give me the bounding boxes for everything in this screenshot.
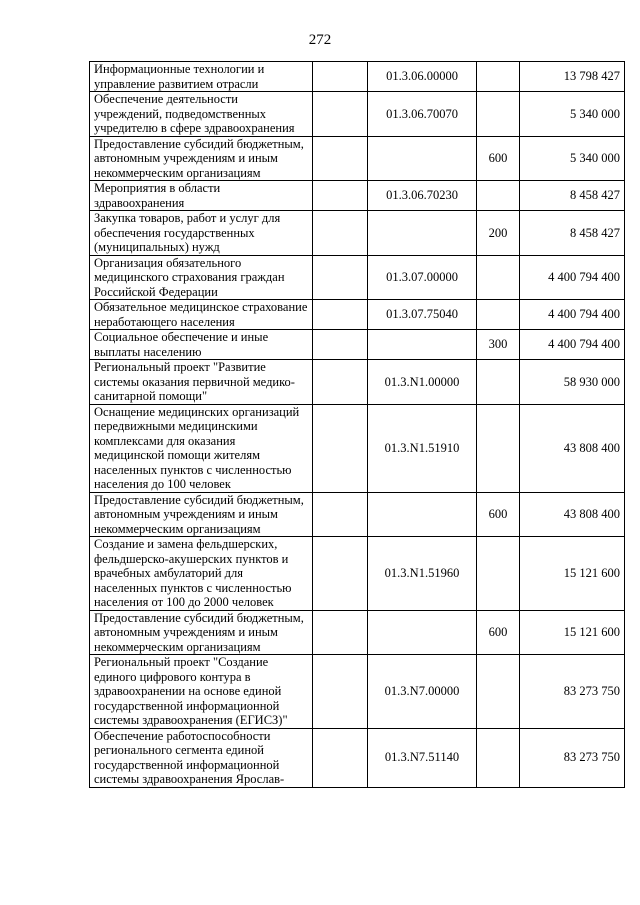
budget-table xyxy=(89,61,625,788)
row-empty-cell xyxy=(313,92,368,137)
budget-table-body xyxy=(90,62,625,788)
row-empty-cell xyxy=(313,404,368,492)
row-code-cell: 01.3.06.70070 xyxy=(368,92,477,137)
row-amount-cell: 4 400 794 400 xyxy=(520,300,625,330)
row-expense-type-cell xyxy=(477,655,520,729)
row-amount-cell: 8 458 427 xyxy=(520,181,625,211)
row-expense-type-cell: 300 xyxy=(477,330,520,360)
row-name-cell: Обязательное медицинское страхование неработающего населения xyxy=(90,300,313,330)
row-name-cell: Предоставление субсидий бюджетным, автономным учреждениям и иным некоммерческим организациям xyxy=(90,610,313,655)
row-expense-type-cell xyxy=(477,181,520,211)
row-amount-cell: 8 458 427 xyxy=(520,211,625,256)
row-empty-cell xyxy=(313,300,368,330)
row-name-cell: Информационные технологии и управление развитием отрасли xyxy=(90,62,313,92)
row-amount-cell: 5 340 000 xyxy=(520,92,625,137)
table-row xyxy=(90,360,625,405)
table-row xyxy=(90,330,625,360)
row-name-cell: Обеспечение деятельности учреждений, подведомственных учредителю в сфере здравоохранения xyxy=(90,92,313,137)
row-code-cell: 01.3.N1.51910 xyxy=(368,404,477,492)
row-empty-cell xyxy=(313,211,368,256)
row-empty-cell xyxy=(313,655,368,729)
row-expense-type-cell xyxy=(477,92,520,137)
row-name-cell: Организация обязательного медицинского страхования граждан Российской Федерации xyxy=(90,255,313,300)
row-code-cell: 01.3.06.00000 xyxy=(368,62,477,92)
row-name-cell: Оснащение медицинских организаций передвижными медицинскими комплексами для оказания медицинской помощи жителям населенных пунктов с численностью населения до 100 человек xyxy=(90,404,313,492)
table-row xyxy=(90,181,625,211)
row-code-cell: 01.3.07.00000 xyxy=(368,255,477,300)
row-expense-type-cell xyxy=(477,62,520,92)
row-name-cell: Обеспечение работоспособности регионального сегмента единой государственной информационной системы здравоохранения Ярослав- xyxy=(90,728,313,787)
row-expense-type-cell: 600 xyxy=(477,610,520,655)
row-empty-cell xyxy=(313,728,368,787)
row-code-cell: 01.3.N7.51140 xyxy=(368,728,477,787)
row-expense-type-cell: 600 xyxy=(477,492,520,537)
table-row xyxy=(90,492,625,537)
row-name-cell: Социальное обеспечение и иные выплаты населению xyxy=(90,330,313,360)
row-amount-cell: 83 273 750 xyxy=(520,728,625,787)
table-row xyxy=(90,92,625,137)
row-empty-cell xyxy=(313,62,368,92)
row-empty-cell xyxy=(313,537,368,611)
row-expense-type-cell xyxy=(477,255,520,300)
row-amount-cell: 83 273 750 xyxy=(520,655,625,729)
row-code-cell: 01.3.07.75040 xyxy=(368,300,477,330)
row-code-cell xyxy=(368,136,477,181)
row-code-cell xyxy=(368,492,477,537)
row-amount-cell: 43 808 400 xyxy=(520,492,625,537)
row-code-cell xyxy=(368,211,477,256)
row-code-cell: 01.3.N1.00000 xyxy=(368,360,477,405)
row-empty-cell xyxy=(313,360,368,405)
row-expense-type-cell xyxy=(477,537,520,611)
row-amount-cell: 58 930 000 xyxy=(520,360,625,405)
page-number: 272 xyxy=(308,32,332,48)
row-code-cell: 01.3.06.70230 xyxy=(368,181,477,211)
row-amount-cell: 43 808 400 xyxy=(520,404,625,492)
row-name-cell: Закупка товаров, работ и услуг для обеспечения государственных (муниципальных) нужд xyxy=(90,211,313,256)
row-expense-type-cell xyxy=(477,728,520,787)
row-amount-cell: 15 121 600 xyxy=(520,537,625,611)
table-row xyxy=(90,655,625,729)
row-expense-type-cell xyxy=(477,404,520,492)
row-empty-cell xyxy=(313,136,368,181)
row-empty-cell xyxy=(313,181,368,211)
table-row xyxy=(90,610,625,655)
row-amount-cell: 4 400 794 400 xyxy=(520,330,625,360)
row-expense-type-cell xyxy=(477,360,520,405)
row-amount-cell: 15 121 600 xyxy=(520,610,625,655)
row-code-cell xyxy=(368,330,477,360)
row-name-cell: Предоставление субсидий бюджетным, автономным учреждениям и иным некоммерческим организациям xyxy=(90,492,313,537)
table-row xyxy=(90,255,625,300)
row-name-cell: Предоставление субсидий бюджетным, автономным учреждениям и иным некоммерческим организациям xyxy=(90,136,313,181)
row-code-cell xyxy=(368,610,477,655)
row-code-cell: 01.3.N7.00000 xyxy=(368,655,477,729)
row-empty-cell xyxy=(313,610,368,655)
row-expense-type-cell xyxy=(477,300,520,330)
row-amount-cell: 13 798 427 xyxy=(520,62,625,92)
table-row xyxy=(90,211,625,256)
row-expense-type-cell: 200 xyxy=(477,211,520,256)
row-name-cell: Региональный проект "Создание единого цифрового контура в здравоохранении на основе единой государственной информационной системы здравоохранения (ЕГИСЗ)" xyxy=(90,655,313,729)
table-row xyxy=(90,404,625,492)
row-expense-type-cell: 600 xyxy=(477,136,520,181)
table-row xyxy=(90,300,625,330)
table-row xyxy=(90,62,625,92)
row-amount-cell: 5 340 000 xyxy=(520,136,625,181)
row-amount-cell: 4 400 794 400 xyxy=(520,255,625,300)
table-row xyxy=(90,537,625,611)
row-empty-cell xyxy=(313,492,368,537)
row-code-cell: 01.3.N1.51960 xyxy=(368,537,477,611)
table-row xyxy=(90,728,625,787)
row-name-cell: Региональный проект "Развитие системы оказания первичной медико-санитарной помощи" xyxy=(90,360,313,405)
row-name-cell: Создание и замена фельдшерских, фельдшерско-акушерских пунктов и врачебных амбулаторий для населенных пунктов с численностью населения от 100 до 2000 человек xyxy=(90,537,313,611)
row-empty-cell xyxy=(313,255,368,300)
row-empty-cell xyxy=(313,330,368,360)
row-name-cell: Мероприятия в области здравоохранения xyxy=(90,181,313,211)
table-row xyxy=(90,136,625,181)
